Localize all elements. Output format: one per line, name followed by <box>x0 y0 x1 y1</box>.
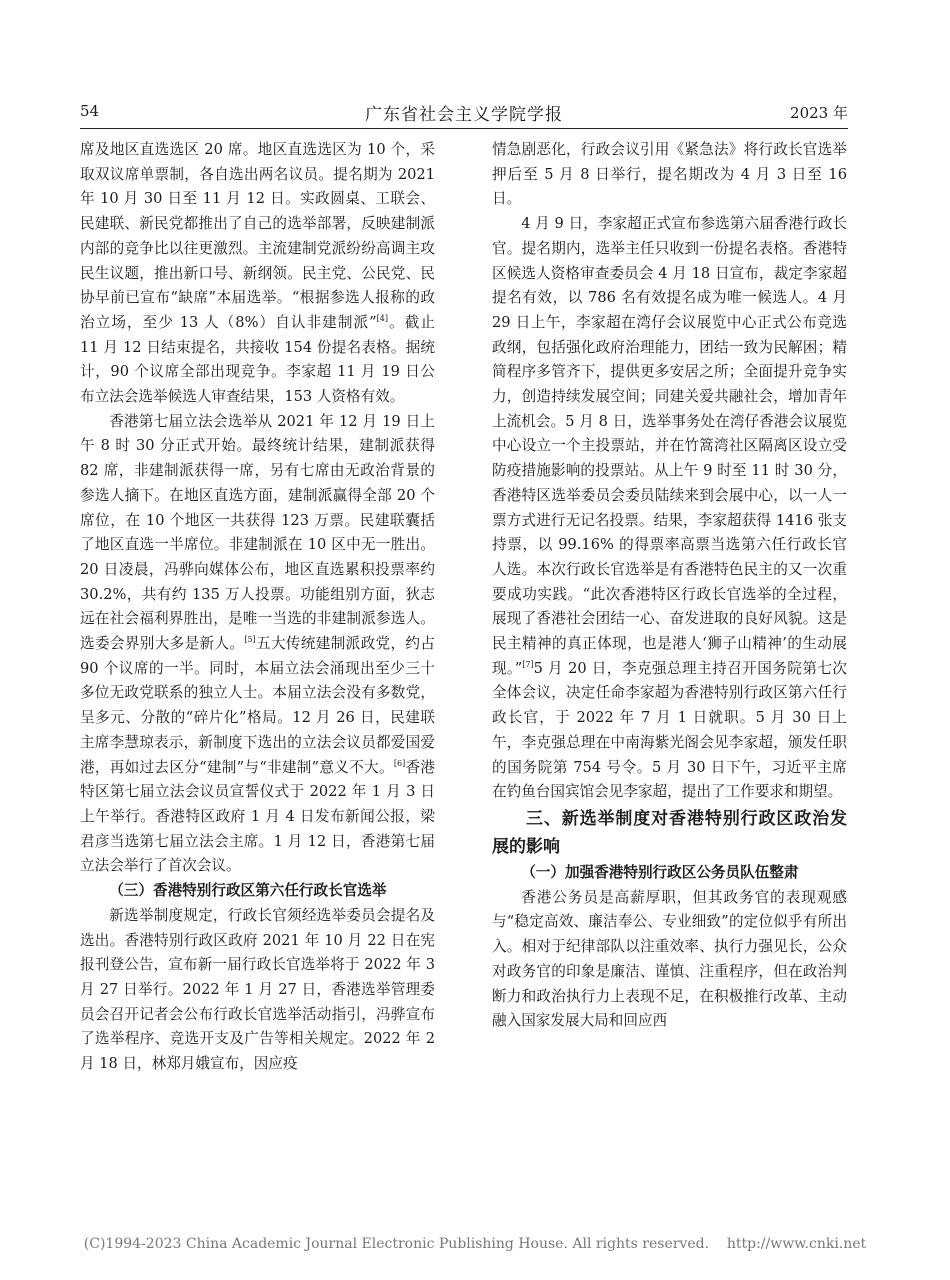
publication-year: 2023 年 <box>790 104 848 122</box>
paragraph: 情急剧恶化，行政会议引用《紧急法》将行政长官选举押后至 5 月 8 日举行，提名期改为 4 月 3 日至 16 日。 <box>492 141 847 208</box>
journal-title: 广东省社会主义学院学报 <box>365 105 563 125</box>
subsection-heading: （一）加强香港特别行政区公务员队伍整肃 <box>521 863 799 881</box>
paragraph: 新选举制度规定，行政长官须经选举委员会提名及选出。香港特别行政区政府 2021 年 10 月 22 日在宪报刊登公告，宣布新一届行政长官选举将于 2022 年 3 月 27 日举行。2022 年 1 月 27 日，香港选举管理委员会召开记者会公布行政长官选举活动指引，冯骅宣布了选举程序、竞选开支及广告等相关规定。2022 年 2 月 18 日，林郑月娥宣布，因应疫 <box>80 906 435 1073</box>
footer-link[interactable]: http://www.cnki.net <box>726 1236 867 1252</box>
copyright-footer <box>0 1236 950 1252</box>
paragraph: 香港公务员是高薪厚职，但其政务官的表现观感与“稳定高效、廉洁奉公、专业细致”的定位似乎有所出入。相对于纪律部队以注重效率、执行力强见长，公众对政务官的印象是廉洁、谨慎、注重程序，但在政治判断力和政治执行力上表现不足，在积极推行改革、主动融入国家发展大局和回应西 <box>492 888 847 1030</box>
paragraph: 香港第七届立法会选举从 2021 年 12 月 19 日上午 8 时 30 分正式开始。最终统计结果，建制派获得 82 席，非建制派获得一席，另有七席由无政治背景的参选人摘下。在地区直选方面，建制派赢得全部 20 个席位，在 10 个地区一共获得 123 万票。民建联囊括了地区直选一半席位。非建制派在 10 区中无一胜出。20 日凌晨，冯骅向媒体公布，地区直选累积投票率约 30.2%，共有约 135 万人投票。功能组别方面，狄志远在社会福利界胜出，是唯一当选的非建制派参选人。选委会界别大多是新人。[5]五大传统建制派政党，约占 90 个议席的一半。同时，本届立法会涌现出至少三十多位无政党联系的独立人士。本届立法会没有多数党，呈多元、分散的“碎片化”格局。12 月 26 日，民建联主席李慧琼表示，新制度下选出的立法会议员都爱国爱港，再如过去区分“建制”与“非建制”意义不大。[6]香港特区第七届立法会议员宣誓仪式于 2022 年 1 月 3 日上午举行。香港特区政府 1 月 4 日发布新闻公报，梁君彦当选第七届立法会主席。1 月 12 日，香港第七届立法会举行了首次会议。 <box>80 412 435 875</box>
subsection-heading: （三）香港特别行政区第六任行政长官选举 <box>109 882 387 900</box>
paragraph: 席及地区直选选区 20 席。地区直选选区为 10 个，采取双议席单票制，各自选出两名议员。提名期为 2021 年 10 月 30 日至 11 月 12 日。实政圆桌、工联会、民建联、新民党都推出了自己的选举部署，反映建制派内部的竞争比以往更激烈。主流建制党派纷纷高调主攻民生议题，推出新口号、新纲领。民主党、公民党、民协早前已宣布“缺席”本届选举。“根据参选人报称的政治立场，至少 13 人（8%）自认非建制派”[4]。截止 11 月 12 日结束提名，共接收 154 份提名表格。据统计，90 个议席全部出现竞争。李家超 11 月 19 日公布立法会选举候选人审查结果，153 人资格有效。 <box>80 141 435 406</box>
section-heading: 三、新选举制度对香港特别行政区政治发展的影响 <box>492 808 847 857</box>
citation-ref[interactable]: [5] <box>244 635 256 645</box>
paragraph: 4 月 9 日，李家超正式宣布参选第六届香港行政长官。提名期内，选举主任只收到一份提名表格。香港特区候选人资格审查委员会 4 月 18 日宣布，裁定李家超提名有效，以 786 名有效提名成为唯一候选人。4 月 29 日上午，李家超在湾仔会议展览中心正式公布竞选政纲，包括强化政府治理能力，团结一致为民解困；精简程序多管齐下，提供更多安居之所；全面提升竞争实力，创造持续发展空间；同建关爱共融社会，增加青年上流机会。5 月 8 日，选举事务处在湾仔香港会议展览中心设立一个主投票站，并在竹篙湾社区隔离区设立受防疫措施影响的投票站。从上午 9 时至 11 时 30 分，香港特区选举委员会委员陆续来到会展中心，以一人一票方式进行无记名投票。结果，李家超获得 1416 张支持票，以 99.16% 的得票率高票当选第六任行政长官人选。本次行政长官选举是有香港特色民主的又一次重要成功实践。“此次香港特区行政长官选举的全过程，展现了香港社会团结一心、奋发进取的良好风貌。这是民主精神的真正体现，也是港人‘狮子山精神’的生动展现。”[7]5 月 20 日，李克强总理主持召开国务院第七次全体会议，决定任命李家超为香港特别行政区第六任行政长官，于 2022 年 7 月 1 日就职。5 月 30 日上午，李克强总理在中南海紫光阁会见李家超，颁发任职的国务院第 754 号令。5 月 30 日下午，习近平主席在钓鱼台国宾馆会见李家超，提出了工作要求和期望。 <box>492 215 847 801</box>
citation-ref[interactable]: [7] <box>522 659 534 669</box>
copyright-text: (C)1994-2023 China Academic Journal Electronic Publishing House. All rights reserved. <box>83 1236 710 1252</box>
citation-ref[interactable]: [4] <box>376 314 388 324</box>
citation-ref[interactable]: [6] <box>393 758 406 768</box>
page-number: 54 <box>80 102 100 120</box>
left-column <box>80 138 435 1077</box>
running-header <box>80 98 848 129</box>
right-column <box>492 138 847 1034</box>
